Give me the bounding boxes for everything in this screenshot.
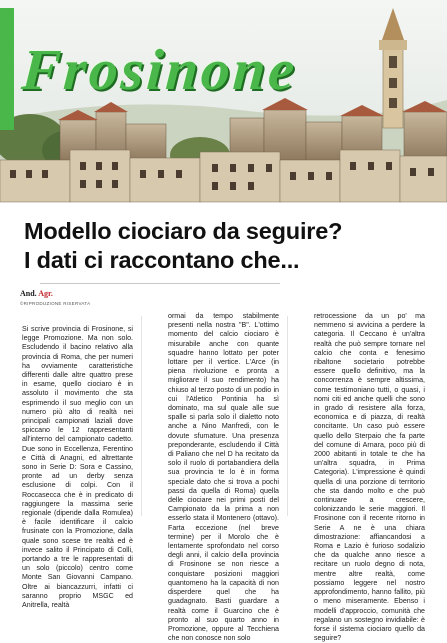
column-gutter xyxy=(287,316,288,516)
headline-divider xyxy=(40,283,280,284)
byline-author: And. xyxy=(20,289,39,298)
article-column-1: Si scrive provincia di Frosinone, si legge Promozione. Ma non solo. Escludendo il bacino relativo alla provincia di Roma, che per numeri ha ovviamente caratteristiche differenti dalle altre quattro prese in esame, quello ciociaro è in assoluto il movimento che sta esprimendo il suo meglio con un numero più alto di realtà nei principali campionati laziali dove spiccano le 12 rappresentanti all'interno del campionato cadetto. Due sono in Eccellenza, Ferentino e Città di Anagni, ed altrettante sono in Serie D: Sora e Cassino, pronte ad un derby senza esclusione di colpi. Con il Roccasecca che è in predicato di raggiungere la massima serie regionale (dipende dalla Romulea) è facile identificare il calcio frusinate con la Promozione, dalla quale sono scese tre realtà ed è invece salito il Principato di Colli, portando a tre le rappresentati di un solo (piccolo) centro come Monte San Giovanni Campano. Oltre ai biancazzurri, infatti ci saranno proprio MSGC ed Anitrella, realtà xyxy=(22,325,133,610)
hero-photo xyxy=(0,0,447,202)
byline xyxy=(20,290,90,308)
article-column-3: retrocessione da un po' ma nemmeno si avvicina a perdere la categoria. Il Ceccano è un'altra realtà che può sempre tornare nel calcio che conta e fenesimo ribaltone societario potrebbe essere quello definitivo, ma la concorrenza è sempre altissima, come testimoniano tutti, o quasi, i nomi citi ed anche quelli che sono in grado di resistere alla forza, economica e di piazza, di realtà concitante. Un caso può essere quello dello Sterpaio che fa parte del comune di Arnara, poco più di 2000 abitanti in totale te che ha un'altra squadra, in Prima Categoria). L'impressione è quindi quella di una porzione di territorio che sta dando molto e che può continuare a crescere, colonizzando le serie maggiori. Il Frosinone con il recente ritorno in Serie A ne è una chiara dimostrazione: affiancandosi a Roma e Lazio è furioso sodalizio che da qualche anno riesce a recitare un ruolo degno di nota, mentre altre realtà, come possiamo leggere nel nostro approfondimento, hanno fallito, più o meno miseramente. Ebenso i modelli d'approccio, comunità che regalano un sostegno invidiabile: è forse il sistema ciociaro quello da seguire? xyxy=(314,312,425,643)
accent-strip xyxy=(0,8,14,130)
byline-agency: Agr. xyxy=(38,289,53,298)
byline-rights: ©RIPRODUZIONE RISERVATA xyxy=(20,301,91,306)
column-gutter xyxy=(141,316,142,516)
article-column-2: ormai da tempo stabilmente presenti nella nostra "B". L'ottimo momento del calcio ciociaro è misurabile anche con quante squadre hanno lottato per poter lottare per il vertice. L'Arce (in piena rivoluzione e pronta a migliorare il suo rendimento) ha chiuso al terzo posto di un podio in cui l'Atletico Pontinia ha sì dominato, ma sul quale alle sue spalle si parla solo il dialetto noto anche a Nino Manfredi, con le dovute sfumature. Una presenza preponderante, escludendo il Città di Paliano che nel D ha recitato da solo il ruolo di portabandiera della sua provincia te lo è in forma speciale dato che si trova a pochi passi da quella di Roma) quella delle ciociare nei primi posti del Campionato da la prima a non esserlo stata il Montenero (ottavo). Farta eccezione (nel breve termine) per il Morolo che è lentamente sprofondato nel corso degli anni, il calcio della provincia di Frosinone se non riesce a conquistare posizioni maggiori quantomeno ha la capacità di non disperdere quel che ha guadagnato. Basti guardare a realtà come il Guarcino che è pronto al suo quarto anno in Promozione, oppure al Tecchiena che non conosce non solo xyxy=(168,312,279,643)
headline-line-1: Modello ciociaro da seguire? xyxy=(24,218,343,244)
article-headline xyxy=(24,217,444,275)
hero-title: Frosinone xyxy=(19,37,300,102)
headline-line-2: I dati ci raccontano che... xyxy=(24,247,300,273)
